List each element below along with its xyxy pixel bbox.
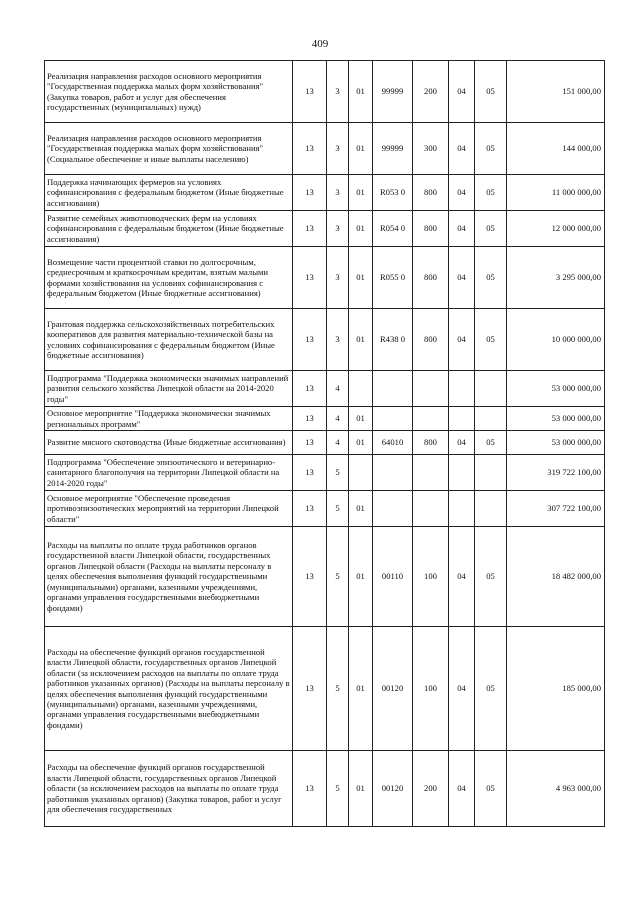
cell-code-6: 04 [449,527,475,627]
cell-code-7: 05 [475,175,507,211]
cell-code-1: 13 [293,431,327,455]
cell-code-5: 800 [413,431,449,455]
cell-code-3: 01 [349,751,373,827]
cell-code-3: 01 [349,61,373,123]
cell-code-5: 800 [413,175,449,211]
cell-amount: 307 722 100,00 [507,491,605,527]
table-row [45,431,605,455]
cell-code-1: 13 [293,309,327,371]
cell-code-3 [349,455,373,491]
table-row [45,61,605,123]
table-row [45,247,605,309]
row-name: Подпрограмма "Обеспечение эпизоотического и ветеринарно-санитарного благополучия на территории Липецкой области на 2014-2020 годы" [45,455,293,491]
cell-code-2: 4 [327,371,349,407]
cell-code-2: 3 [327,175,349,211]
cell-code-3: 01 [349,527,373,627]
cell-code-2: 5 [327,455,349,491]
row-name: Основное мероприятие "Обеспечение проведения противоэпизоотических мероприятий на территории Липецкой области" [45,491,293,527]
cell-code-1: 13 [293,247,327,309]
cell-code-5: 100 [413,627,449,751]
cell-amount: 53 000 000,00 [507,371,605,407]
cell-code-1: 13 [293,627,327,751]
cell-code-3: 01 [349,431,373,455]
cell-code-7: 05 [475,627,507,751]
cell-code-6: 04 [449,123,475,175]
cell-code-5: 100 [413,527,449,627]
cell-code-7: 05 [475,309,507,371]
table-row [45,309,605,371]
cell-code-6: 04 [449,751,475,827]
cell-code-2: 4 [327,407,349,431]
cell-amount: 53 000 000,00 [507,407,605,431]
cell-code-7: 05 [475,211,507,247]
cell-code-5: 200 [413,751,449,827]
cell-code-4: 00120 [373,751,413,827]
table-row [45,211,605,247]
cell-code-6: 04 [449,247,475,309]
row-name: Реализация направления расходов основного мероприятия "Государственная поддержка малых форм хозяйствования" (Закупка товаров, работ и услуг для обеспечения государственных (муниципальных) нужд) [45,61,293,123]
cell-amount: 18 482 000,00 [507,527,605,627]
table-row [45,455,605,491]
table-row [45,751,605,827]
cell-code-4: R055 0 [373,247,413,309]
cell-code-4: 64010 [373,431,413,455]
row-name: Поддержка начинающих фермеров на условиях софинансирования с федеральным бюджетом (Иные бюджетные ассигнования) [45,175,293,211]
cell-code-1: 13 [293,371,327,407]
row-name: Развитие мясного скотоводства (Иные бюджетные ассигнования) [45,431,293,455]
cell-code-7: 05 [475,751,507,827]
row-name: Развитие семейных животноводческих ферм на условиях софинансирования с федеральным бюджетом (Иные бюджетные ассигнования) [45,211,293,247]
cell-code-4: 00120 [373,627,413,751]
cell-code-6: 04 [449,211,475,247]
cell-code-7 [475,371,507,407]
cell-amount: 4 963 000,00 [507,751,605,827]
row-name: Расходы на выплаты по оплате труда работников органов государственной власти Липецкой области, государственных органов Липецкой области (Расходы на выплаты персоналу в целях обеспечения выполнения функций государственными (муниципальными) органами, казенными учреждениями, органами управления государственными внебюджетными фондами) [45,527,293,627]
cell-code-3: 01 [349,123,373,175]
row-name: Расходы на обеспечение функций органов государственной власти Липецкой области, государственных органов Липецкой области (за исключением расходов на выплаты по оплате труда работников указанных органов) (Закупка товаров, работ и услуг для обеспечения государственных [45,751,293,827]
cell-amount: 11 000 000,00 [507,175,605,211]
cell-code-2: 3 [327,247,349,309]
cell-code-5: 800 [413,309,449,371]
cell-code-6 [449,371,475,407]
cell-code-2: 5 [327,491,349,527]
cell-code-1: 13 [293,407,327,431]
cell-code-1: 13 [293,527,327,627]
cell-code-4: R053 0 [373,175,413,211]
cell-code-3: 01 [349,247,373,309]
table-row [45,527,605,627]
row-name: Грантовая поддержка сельскохозяйственных потребительских кооперативов для развития материально-технической базы на условиях софинансирования с федеральным бюджетом (Иные бюджетные ассигнования) [45,309,293,371]
cell-code-1: 13 [293,61,327,123]
cell-code-1: 13 [293,175,327,211]
row-name: Реализация направления расходов основного мероприятия "Государственная поддержка малых форм хозяйствования" (Социальное обеспечение и иные выплаты населению) [45,123,293,175]
page-number: 409 [311,38,329,50]
cell-code-1: 13 [293,455,327,491]
cell-code-4: 99999 [373,123,413,175]
cell-code-6: 04 [449,627,475,751]
row-name: Подпрограмма "Поддержка экономически значимых направлений развития сельского хозяйства Липецкой области на 2014-2020 годы" [45,371,293,407]
cell-code-3: 01 [349,309,373,371]
cell-code-5: 800 [413,247,449,309]
cell-code-2: 3 [327,309,349,371]
cell-code-6: 04 [449,175,475,211]
cell-code-3: 01 [349,491,373,527]
cell-code-4: R438 0 [373,309,413,371]
cell-code-6: 04 [449,309,475,371]
cell-code-2: 4 [327,431,349,455]
cell-code-6 [449,455,475,491]
cell-code-2: 3 [327,123,349,175]
cell-code-5 [413,455,449,491]
cell-code-5 [413,491,449,527]
cell-amount: 53 000 000,00 [507,431,605,455]
cell-code-7: 05 [475,123,507,175]
cell-code-5: 800 [413,211,449,247]
cell-code-3: 01 [349,627,373,751]
cell-code-7 [475,455,507,491]
cell-code-4 [373,455,413,491]
cell-code-1: 13 [293,211,327,247]
cell-amount: 185 000,00 [507,627,605,751]
cell-code-6: 04 [449,431,475,455]
budget-table [44,60,605,827]
cell-code-6: 04 [449,61,475,123]
table-row [45,371,605,407]
table-row [45,627,605,751]
cell-code-1: 13 [293,751,327,827]
cell-amount: 3 295 000,00 [507,247,605,309]
cell-code-5: 200 [413,61,449,123]
table-row [45,407,605,431]
cell-code-4: 00110 [373,527,413,627]
cell-amount: 151 000,00 [507,61,605,123]
cell-code-4 [373,407,413,431]
row-name: Основное мероприятие "Поддержка экономически значимых региональных программ" [45,407,293,431]
cell-code-3 [349,371,373,407]
cell-code-7: 05 [475,61,507,123]
row-name: Расходы на обеспечение функций органов государственной власти Липецкой области, государственных органов Липецкой области (за исключением расходов на выплаты по оплате труда работников указанных органов) (Расходы на выплаты персоналу в целях обеспечения выполнения функций государственными (муниципальными) органами, казенными учреждениями, органами управления государственными внебюджетными фондами) [45,627,293,751]
table-row [45,123,605,175]
cell-code-2: 3 [327,211,349,247]
cell-code-5 [413,407,449,431]
cell-code-4 [373,371,413,407]
cell-code-7: 05 [475,247,507,309]
cell-code-7: 05 [475,527,507,627]
cell-code-1: 13 [293,123,327,175]
cell-code-2: 5 [327,627,349,751]
cell-code-2: 5 [327,527,349,627]
cell-code-7: 05 [475,431,507,455]
cell-code-7 [475,491,507,527]
cell-code-3: 01 [349,407,373,431]
cell-code-7 [475,407,507,431]
cell-amount: 12 000 000,00 [507,211,605,247]
cell-code-2: 3 [327,61,349,123]
cell-amount: 144 000,00 [507,123,605,175]
table-row [45,175,605,211]
cell-code-3: 01 [349,175,373,211]
cell-code-4: R054 0 [373,211,413,247]
cell-code-4: 99999 [373,61,413,123]
cell-code-5 [413,371,449,407]
cell-code-5: 300 [413,123,449,175]
table-row [45,491,605,527]
cell-code-6 [449,407,475,431]
cell-amount: 319 722 100,00 [507,455,605,491]
cell-code-4 [373,491,413,527]
cell-amount: 10 000 000,00 [507,309,605,371]
cell-code-2: 5 [327,751,349,827]
cell-code-1: 13 [293,491,327,527]
cell-code-3: 01 [349,211,373,247]
cell-code-6 [449,491,475,527]
row-name: Возмещение части процентной ставки по долгосрочным, среднесрочным и краткосрочным кредитам, взятым малыми формами хозяйствования на условиях софинансирования с федеральным бюджетом (Иные бюджетные ассигнования) [45,247,293,309]
